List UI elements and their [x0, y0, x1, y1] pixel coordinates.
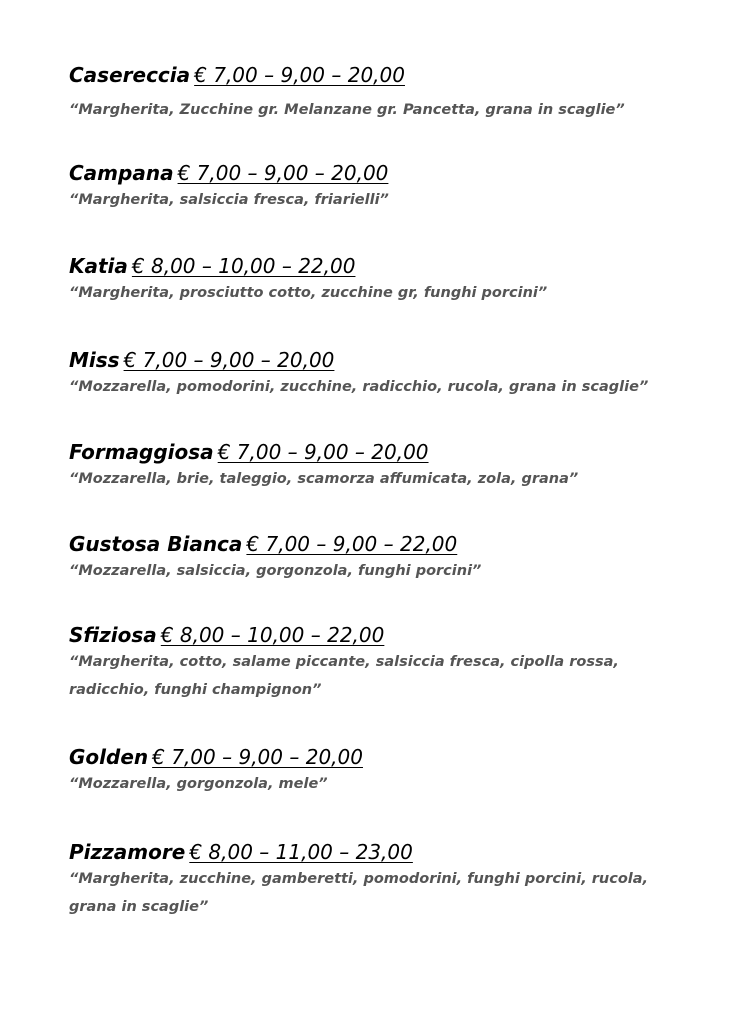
menu-item-title: [69, 347, 709, 373]
pizza-ingredients: “Margherita, prosciutto cotto, zucchine gr, funghi porcini”: [69, 285, 548, 301]
menu-item-title: [69, 839, 709, 865]
pizza-price: € 7,00 – 9,00 – 20,00: [177, 161, 389, 185]
menu-item-miss: [69, 347, 709, 401]
menu-item-campana: [69, 160, 709, 214]
pizza-ingredients: “Margherita, cotto, salame piccante, salsiccia fresca, cipolla rossa,: [69, 654, 619, 670]
pizza-ingredients: grana in scaglie”: [69, 899, 209, 915]
pizza-price: € 7,00 – 9,00 – 20,00: [123, 348, 335, 372]
pizza-ingredients: “Mozzarella, salsiccia, gorgonzola, funghi porcini”: [69, 563, 482, 579]
menu-item-title: [69, 253, 709, 279]
pizza-price: € 7,00 – 9,00 – 20,00: [217, 440, 429, 464]
pizza-name: Miss: [69, 348, 120, 372]
menu-item-pizzamore: [69, 839, 709, 921]
menu-item-casereccia: [69, 62, 709, 124]
pizza-name: Pizzamore: [69, 840, 186, 864]
menu-item-sfiziosa: [69, 622, 709, 704]
menu-item-golden: [69, 744, 709, 798]
menu-item-formaggiosa: [69, 439, 709, 493]
menu-item-title: [69, 160, 709, 186]
menu-item-title: [69, 744, 709, 770]
menu-item-gustosa-bianca: [69, 531, 709, 585]
pizza-ingredients: radicchio, funghi champignon”: [69, 682, 322, 698]
pizza-price: € 7,00 – 9,00 – 22,00: [246, 532, 458, 556]
pizza-name: Sfiziosa: [69, 623, 157, 647]
menu-item-title: [69, 622, 709, 648]
pizza-ingredients: “Margherita, salsiccia fresca, friarielli”: [69, 192, 389, 208]
pizza-name: Golden: [69, 745, 149, 769]
pizza-name: Gustosa Bianca: [69, 532, 243, 556]
pizza-name: Campana: [69, 161, 174, 185]
pizza-price: € 7,00 – 9,00 – 20,00: [152, 745, 363, 769]
menu-item-title: [69, 62, 709, 88]
pizza-price: € 7,00 – 9,00 – 20,00: [194, 63, 405, 87]
pizza-ingredients: “Mozzarella, pomodorini, zucchine, radicchio, rucola, grana in scaglie”: [69, 379, 649, 395]
pizza-price: € 8,00 – 10,00 – 22,00: [131, 254, 356, 278]
menu-item-title: [69, 531, 709, 557]
pizza-ingredients: “Margherita, Zucchine gr. Melanzane gr. Pancetta, grana in scaglie”: [69, 102, 625, 118]
pizza-ingredients: “Margherita, zucchine, gamberetti, pomodorini, funghi porcini, rucola,: [69, 871, 649, 887]
pizza-name: Formaggiosa: [69, 440, 214, 464]
pizza-ingredients: “Mozzarella, brie, taleggio, scamorza affumicata, zola, grana”: [69, 471, 579, 487]
menu-item-title: [69, 439, 709, 465]
pizza-ingredients: “Mozzarella, gorgonzola, mele”: [69, 776, 328, 792]
pizza-price: € 8,00 – 11,00 – 23,00: [189, 840, 413, 864]
pizza-price: € 8,00 – 10,00 – 22,00: [160, 623, 385, 647]
pizza-name: Katia: [69, 254, 128, 278]
menu-item-katia: [69, 253, 709, 307]
pizza-name: Casereccia: [69, 63, 191, 87]
